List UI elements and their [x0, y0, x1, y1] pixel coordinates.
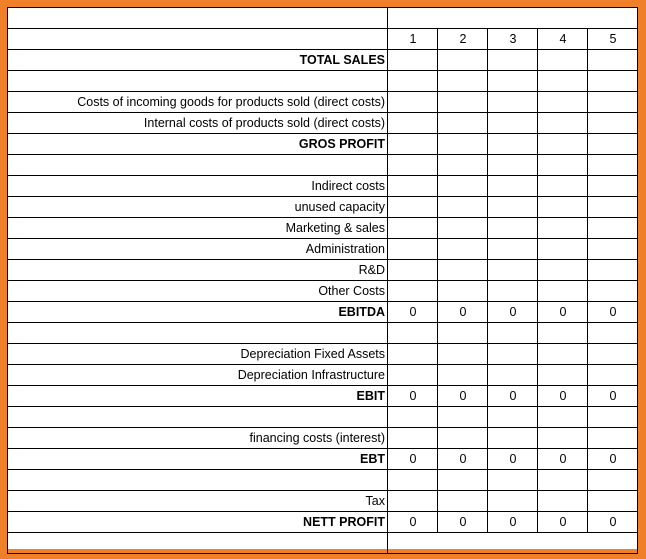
cell[interactable]: [388, 134, 438, 155]
cell[interactable]: [588, 470, 638, 491]
table-row-blank: [8, 71, 638, 92]
table-row-ebitda: [8, 302, 638, 323]
row-label-internal-costs[interactable]: Internal costs of products sold (direct costs): [8, 113, 388, 134]
cell[interactable]: [438, 176, 488, 197]
cell[interactable]: [388, 8, 638, 29]
nett-profit-value-2[interactable]: 0: [438, 512, 488, 533]
cell[interactable]: [538, 344, 588, 365]
row-label-unused-capacity[interactable]: unused capacity: [8, 197, 388, 218]
table-row-blank-top: [8, 8, 638, 29]
cell[interactable]: [438, 407, 488, 428]
cell[interactable]: [388, 239, 438, 260]
cell[interactable]: [388, 281, 438, 302]
cell[interactable]: [488, 197, 538, 218]
cell[interactable]: [588, 428, 638, 449]
cell[interactable]: [388, 155, 438, 176]
cell[interactable]: [538, 323, 588, 344]
table-row-ebt: [8, 449, 638, 470]
row-label-other-costs[interactable]: Other Costs: [8, 281, 388, 302]
table-row-internal-costs: [8, 113, 638, 134]
cell[interactable]: [538, 365, 588, 386]
row-label-ebt[interactable]: EBT: [8, 449, 388, 470]
cell[interactable]: [388, 50, 438, 71]
ebitda-value-2[interactable]: 0: [438, 302, 488, 323]
table-row-tax: [8, 491, 638, 512]
table-row-ebit: [8, 386, 638, 407]
row-label-financing-costs[interactable]: financing costs (interest): [8, 428, 388, 449]
cell[interactable]: [488, 134, 538, 155]
table-row-marketing-sales: [8, 218, 638, 239]
cell[interactable]: [588, 407, 638, 428]
cell[interactable]: [588, 281, 638, 302]
cell[interactable]: [588, 344, 638, 365]
table-row-depreciation-infrastructure: [8, 365, 638, 386]
cell[interactable]: [488, 113, 538, 134]
row-label-indirect-costs[interactable]: Indirect costs: [8, 176, 388, 197]
cell[interactable]: [488, 155, 538, 176]
table-row-financing-costs: [8, 428, 638, 449]
cell[interactable]: [438, 134, 488, 155]
cell[interactable]: [488, 50, 538, 71]
table-row-blank: [8, 470, 638, 491]
cell[interactable]: [388, 218, 438, 239]
cell[interactable]: [388, 176, 438, 197]
cell[interactable]: [8, 407, 388, 428]
cell[interactable]: [538, 92, 588, 113]
table-row-administration: [8, 239, 638, 260]
cell[interactable]: [588, 113, 638, 134]
cell[interactable]: [488, 71, 538, 92]
ebit-value-1[interactable]: 0: [388, 386, 438, 407]
cell[interactable]: [388, 197, 438, 218]
nett-profit-value-3[interactable]: 0: [488, 512, 538, 533]
cell[interactable]: [388, 470, 438, 491]
cell[interactable]: [588, 134, 638, 155]
ebt-value-3[interactable]: 0: [488, 449, 538, 470]
ebit-value-2[interactable]: 0: [438, 386, 488, 407]
table-row-total-sales: [8, 50, 638, 71]
cell[interactable]: [488, 491, 538, 512]
ebt-value-1[interactable]: 0: [388, 449, 438, 470]
cell[interactable]: [8, 533, 388, 554]
cell[interactable]: [388, 260, 438, 281]
ebitda-value-1[interactable]: 0: [388, 302, 438, 323]
table-row-blank: [8, 323, 638, 344]
cell[interactable]: [438, 323, 488, 344]
cell[interactable]: [438, 113, 488, 134]
cell[interactable]: [8, 29, 388, 50]
row-label-ebit[interactable]: EBIT: [8, 386, 388, 407]
ebitda-value-4[interactable]: 0: [538, 302, 588, 323]
cell[interactable]: [538, 155, 588, 176]
cell[interactable]: [488, 218, 538, 239]
cell[interactable]: [538, 113, 588, 134]
cell[interactable]: [588, 260, 638, 281]
cell[interactable]: [588, 155, 638, 176]
cell[interactable]: [438, 197, 488, 218]
cell[interactable]: [588, 365, 638, 386]
period-header-4[interactable]: 4: [538, 29, 588, 50]
cell[interactable]: [588, 491, 638, 512]
cell[interactable]: [538, 50, 588, 71]
row-label-depreciation-fixed-assets[interactable]: Depreciation Fixed Assets: [8, 344, 388, 365]
ebit-value-3[interactable]: 0: [488, 386, 538, 407]
cell[interactable]: [538, 491, 588, 512]
cell[interactable]: [588, 50, 638, 71]
period-header-5[interactable]: 5: [588, 29, 638, 50]
cell[interactable]: [538, 197, 588, 218]
profit-loss-table: [7, 7, 638, 554]
cell[interactable]: [438, 344, 488, 365]
cell[interactable]: [388, 365, 438, 386]
cell[interactable]: [8, 155, 388, 176]
cell[interactable]: [438, 50, 488, 71]
cell[interactable]: [588, 218, 638, 239]
cell[interactable]: [388, 407, 438, 428]
cell[interactable]: [538, 71, 588, 92]
cell[interactable]: [588, 197, 638, 218]
ebit-value-5[interactable]: 0: [588, 386, 638, 407]
cell[interactable]: [538, 176, 588, 197]
cell[interactable]: [588, 176, 638, 197]
cell[interactable]: [8, 323, 388, 344]
cell[interactable]: [388, 323, 438, 344]
cell[interactable]: [8, 71, 388, 92]
cell[interactable]: [488, 281, 538, 302]
cell[interactable]: [538, 239, 588, 260]
table-row-indirect-costs: [8, 176, 638, 197]
cell[interactable]: [538, 218, 588, 239]
cell[interactable]: [438, 281, 488, 302]
table-row-blank-bottom: [8, 533, 638, 554]
cell[interactable]: [388, 428, 438, 449]
table-row-depreciation-fixed-assets: [8, 344, 638, 365]
cell[interactable]: [438, 92, 488, 113]
period-header-3[interactable]: 3: [488, 29, 538, 50]
table-row-unused-capacity: [8, 197, 638, 218]
cell[interactable]: [538, 134, 588, 155]
cell[interactable]: [388, 491, 438, 512]
cell[interactable]: [488, 323, 538, 344]
cell[interactable]: [488, 260, 538, 281]
row-label-ebitda[interactable]: EBITDA: [8, 302, 388, 323]
cell[interactable]: [438, 218, 488, 239]
cell[interactable]: [588, 71, 638, 92]
nett-profit-value-5[interactable]: 0: [588, 512, 638, 533]
table-row-header: [8, 29, 638, 50]
row-label-tax[interactable]: Tax: [8, 491, 388, 512]
period-header-1[interactable]: 1: [388, 29, 438, 50]
cell[interactable]: [438, 365, 488, 386]
cell[interactable]: [488, 344, 538, 365]
table-row-blank: [8, 155, 638, 176]
cell[interactable]: [588, 239, 638, 260]
ebt-value-2[interactable]: 0: [438, 449, 488, 470]
ebt-value-4[interactable]: 0: [538, 449, 588, 470]
period-header-2[interactable]: 2: [438, 29, 488, 50]
cell[interactable]: [488, 92, 538, 113]
nett-profit-value-4[interactable]: 0: [538, 512, 588, 533]
cell[interactable]: [538, 407, 588, 428]
nett-profit-value-1[interactable]: 0: [388, 512, 438, 533]
cell[interactable]: [438, 260, 488, 281]
table-row-nett-profit: [8, 512, 638, 533]
cell[interactable]: [538, 470, 588, 491]
cell[interactable]: [588, 92, 638, 113]
cell[interactable]: [388, 71, 438, 92]
cell[interactable]: [488, 239, 538, 260]
ebit-value-4[interactable]: 0: [538, 386, 588, 407]
cell[interactable]: [438, 155, 488, 176]
row-label-rnd[interactable]: R&D: [8, 260, 388, 281]
cell[interactable]: [488, 428, 538, 449]
row-label-incoming-goods-costs[interactable]: Costs of incoming goods for products sold (direct costs): [8, 92, 388, 113]
cell[interactable]: [488, 470, 538, 491]
cell[interactable]: [438, 239, 488, 260]
table-row-rnd: [8, 260, 638, 281]
ebitda-value-5[interactable]: 0: [588, 302, 638, 323]
cell[interactable]: [538, 281, 588, 302]
cell[interactable]: [388, 92, 438, 113]
cell[interactable]: [438, 428, 488, 449]
row-label-administration[interactable]: Administration: [8, 239, 388, 260]
cell[interactable]: [438, 491, 488, 512]
row-label-marketing-sales[interactable]: Marketing & sales: [8, 218, 388, 239]
row-label-gross-profit[interactable]: GROS PROFIT: [8, 134, 388, 155]
row-label-nett-profit[interactable]: NETT PROFIT: [8, 512, 388, 533]
cell[interactable]: [488, 365, 538, 386]
cell[interactable]: [388, 113, 438, 134]
table-row-other-costs: [8, 281, 638, 302]
cell[interactable]: [488, 176, 538, 197]
cell[interactable]: [538, 428, 588, 449]
cell[interactable]: [388, 533, 638, 554]
table-row-gross-profit: [8, 134, 638, 155]
cell[interactable]: [438, 470, 488, 491]
table-row-incoming-goods-costs: [8, 92, 638, 113]
cell[interactable]: [588, 323, 638, 344]
cell[interactable]: [438, 71, 488, 92]
ebitda-value-3[interactable]: 0: [488, 302, 538, 323]
cell[interactable]: [388, 344, 438, 365]
cell[interactable]: [488, 407, 538, 428]
row-label-depreciation-infrastructure[interactable]: Depreciation Infrastructure: [8, 365, 388, 386]
table-row-blank: [8, 407, 638, 428]
cell[interactable]: [8, 470, 388, 491]
cell[interactable]: [538, 260, 588, 281]
ebt-value-5[interactable]: 0: [588, 449, 638, 470]
row-label-total-sales[interactable]: TOTAL SALES: [8, 50, 388, 71]
cell[interactable]: [8, 8, 388, 29]
